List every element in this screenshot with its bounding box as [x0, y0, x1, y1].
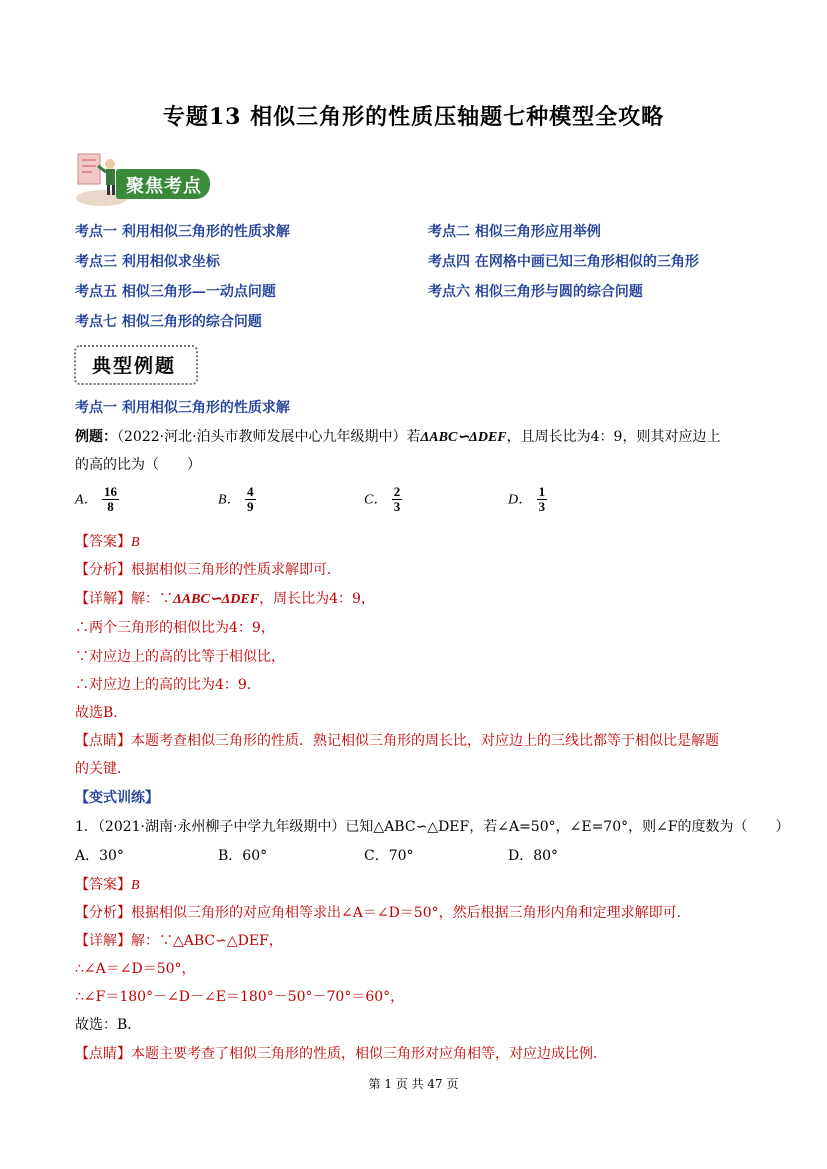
example-option-b[interactable] [218, 485, 256, 514]
variant-step-2: ∴∠F＝180°－∠D－∠E＝180°－50°－70°＝60°， [75, 989, 405, 1005]
section-label: 典型例题 [92, 355, 177, 377]
option-letter: B． [218, 492, 241, 508]
variant-heading: 【变式训练】 [75, 790, 159, 806]
analysis-text: 根据相似三角形的性质求解即可． [131, 562, 341, 578]
answer-tag: 【答案】 [75, 877, 131, 893]
example-comment [75, 730, 719, 750]
kp1-heading: 考点一 利用相似三角形的性质求解 [75, 400, 290, 416]
detail-tag: 【详解】 [75, 591, 131, 607]
variant-step-3: 故选：B． [75, 1017, 142, 1033]
fraction-numerator: 4 [247, 484, 254, 499]
variant-analysis [75, 902, 691, 922]
toc-item-4[interactable]: 考点四 在网格中画已知三角形相似的三角形 [428, 254, 699, 270]
toc-item-2[interactable]: 考点二 相似三角形应用举例 [428, 224, 601, 240]
fraction-denominator: 9 [247, 499, 254, 514]
fraction-denominator: 3 [393, 499, 401, 514]
variant-step-1: ∴∠A＝∠D＝50°， [75, 961, 196, 977]
comment-text: 本题考查相似三角形的性质．熟记相似三角形的周长比，对应边上的三线比都等于相似比是解题 [131, 733, 719, 749]
variant-detail [75, 930, 283, 950]
option-fraction [102, 485, 119, 514]
example-source: （2022·河北·泊头市教师发展中心九年级期中）若 [117, 429, 421, 445]
detail-rest: ，周长比为4：9， [259, 591, 375, 607]
fraction-numerator: 1 [538, 484, 546, 499]
example-option-d[interactable] [508, 485, 547, 514]
variant-option-d[interactable]: D．80° [508, 848, 559, 864]
toc-item-7[interactable]: 考点七 相似三角形的综合问题 [75, 314, 262, 330]
example-detail [75, 588, 375, 608]
variant-option-b[interactable]: B．60° [218, 848, 268, 864]
toc-item-1[interactable]: 考点一 利用相似三角形的性质求解 [75, 224, 290, 240]
detail-prefix: 解：∵ [131, 591, 173, 607]
toc-item-5[interactable]: 考点五 相似三角形—一动点问题 [75, 284, 276, 300]
analysis-tag: 【分析】 [75, 562, 131, 578]
toc-item-3[interactable]: 考点三 利用相似求坐标 [75, 254, 220, 270]
example-option-a[interactable] [75, 485, 119, 514]
example-rest: ，且周长比为4：9，则其对应边上 [506, 429, 721, 445]
fraction-numerator: 16 [104, 484, 118, 499]
example-comment-line2: 的关键． [75, 761, 131, 777]
example-answer [75, 531, 140, 551]
answer-value: B [131, 878, 140, 893]
banner-label: 聚焦考点 [126, 176, 202, 197]
page-footer: 第 1 页 共 47 页 [368, 1077, 459, 1091]
variant-comment [75, 1043, 607, 1063]
option-fraction [537, 485, 548, 514]
fraction-numerator: 2 [393, 484, 401, 499]
variant-answer [75, 874, 140, 894]
variant-question-1: 1．（2021·湖南·永州柳子中学九年级期中）已知△ABC∽△DEF，若∠A=50°，∠E=70°，则∠F的度数为（ ） [75, 819, 790, 835]
example-question-line1 [75, 426, 720, 446]
analysis-tag: 【分析】 [75, 905, 131, 921]
option-letter: A． [75, 492, 98, 508]
option-letter: D． [508, 492, 533, 508]
example-step-3: ∴对应边上的高的比为4：9． [75, 677, 261, 693]
option-fraction [392, 485, 403, 514]
example-prefix: 例题： [75, 429, 117, 445]
answer-tag: 【答案】 [75, 534, 131, 550]
option-fraction [245, 485, 256, 514]
comment-tag: 【点睛】 [75, 1046, 131, 1062]
detail-similarity: ΔABC∽ΔDEF [173, 592, 260, 607]
page-title: 专题13 相似三角形的性质压轴题七种模型全攻略 [162, 104, 665, 130]
variant-option-c[interactable]: C．70° [364, 848, 414, 864]
analysis-text: 根据相似三角形的对应角相等求出∠A＝∠D＝50°，然后根据三角形内角和定理求解即可． [131, 905, 691, 921]
example-step-2: ∵对应边上的高的比等于相似比， [75, 649, 285, 665]
example-analysis [75, 559, 341, 579]
example-choose: 故选B． [75, 705, 128, 721]
comment-tag: 【点睛】 [75, 733, 131, 749]
detail-text: 解：∵△ABC∽△DEF， [131, 933, 283, 949]
example-option-c[interactable] [364, 485, 402, 514]
example-question-line2: 的高的比为（ ） [75, 457, 201, 473]
comment-text: 本题主要考查了相似三角形的性质，相似三角形对应角相等，对应边成比例． [131, 1046, 607, 1062]
example-step-1: ∴两个三角形的相似比为4：9， [75, 620, 275, 636]
option-letter: C． [364, 492, 388, 508]
toc-item-6[interactable]: 考点六 相似三角形与圆的综合问题 [428, 284, 643, 300]
answer-value: B [131, 535, 140, 550]
detail-tag: 【详解】 [75, 933, 131, 949]
fraction-denominator: 3 [538, 499, 546, 514]
focus-banner [72, 150, 212, 208]
variant-option-a[interactable]: A．30° [75, 848, 124, 864]
fraction-denominator: 8 [107, 499, 114, 514]
example-similarity: ΔABC∽ΔDEF [420, 430, 507, 445]
